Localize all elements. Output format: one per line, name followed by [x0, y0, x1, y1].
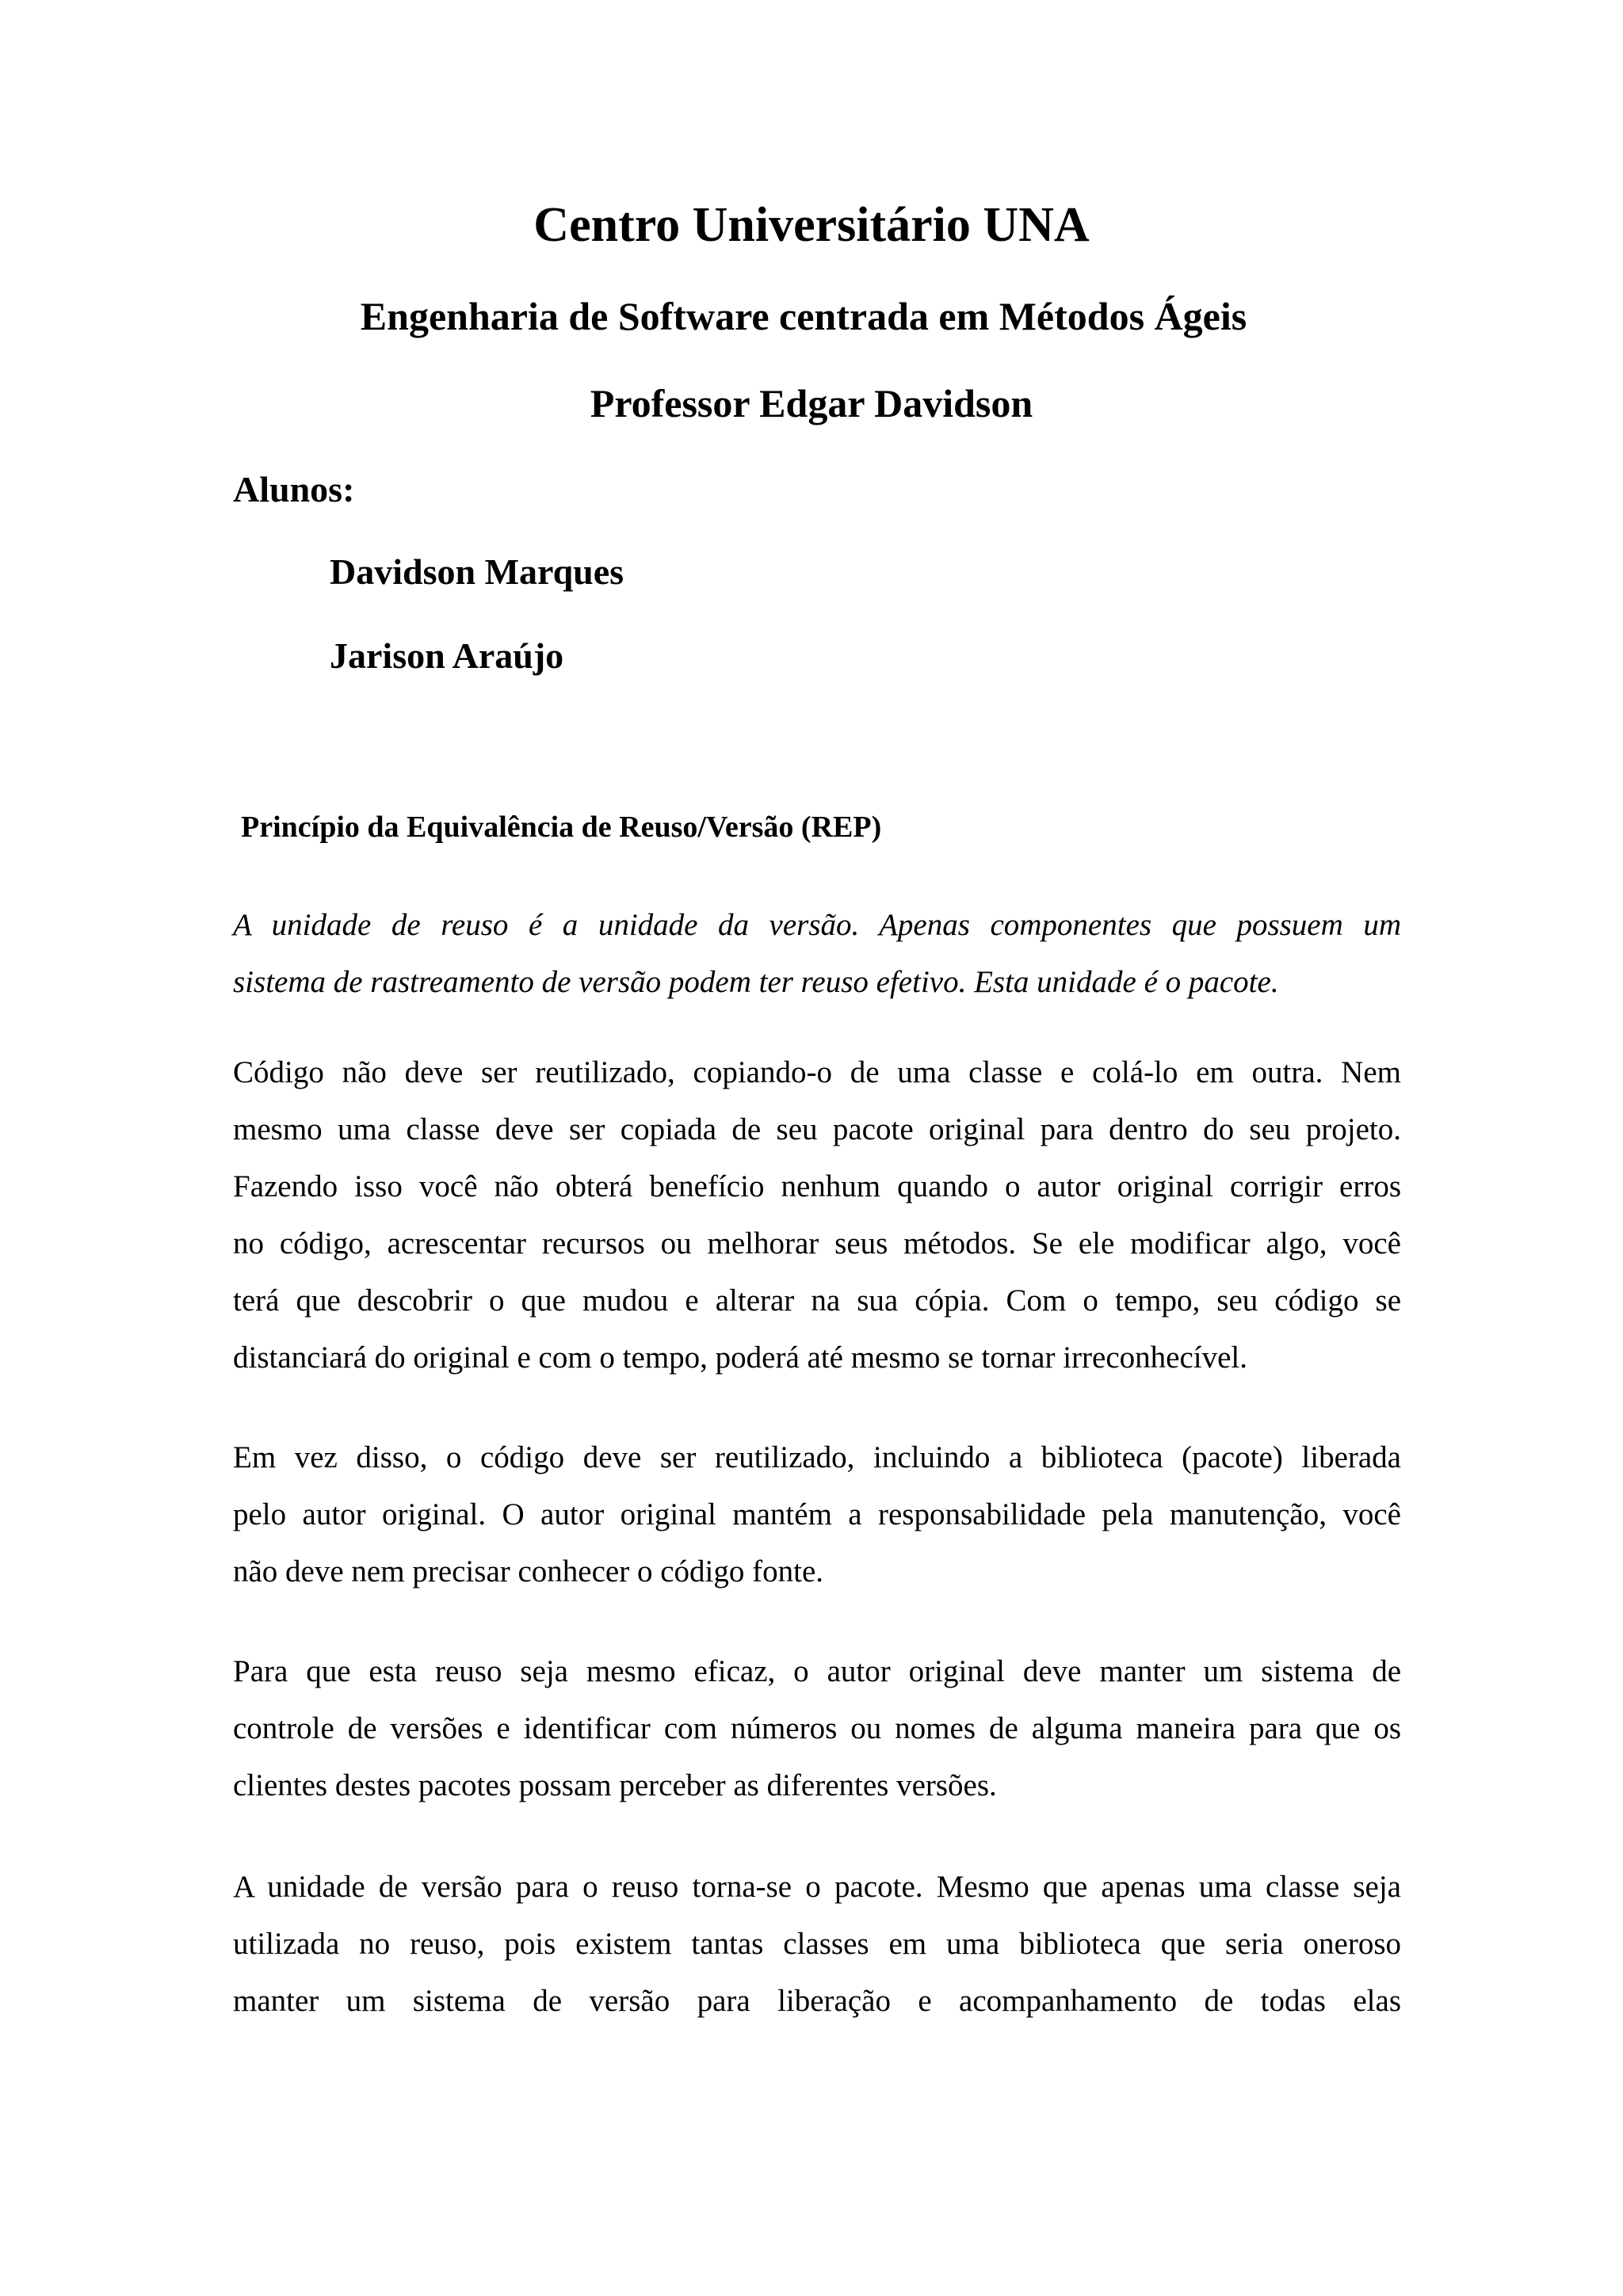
principle-statement — [233, 897, 1401, 1011]
student-name: Jarison Araújo — [330, 635, 564, 676]
paragraph-line: utilizada no reuso, pois existem tantas classes em uma biblioteca que seria oneroso — [233, 1927, 1401, 1961]
institution-title: Centro Universitário UNA — [533, 198, 1090, 252]
paragraph-line: não deve nem precisar conhecer o código fonte. — [233, 1554, 823, 1589]
paragraph-line: pelo autor original. O autor original mantém a responsabilidade pela manutenção, você — [233, 1497, 1401, 1531]
professor-name: Professor Edgar Davidson — [590, 381, 1033, 425]
paragraph-line: Para que esta reuso seja mesmo eficaz, o autor original deve manter um sistema de — [233, 1654, 1401, 1688]
paragraph-line: Fazendo isso você não obterá benefício nenhum quando o autor original corrigir erros — [233, 1169, 1401, 1203]
paragraph-line: Em vez disso, o código deve ser reutilizado, incluindo a biblioteca (pacote) liberada — [233, 1440, 1401, 1474]
paragraph-line: clientes destes pacotes possam perceber as diferentes versões. — [233, 1768, 997, 1802]
paragraph-line: mesmo uma classe deve ser copiada de seu pacote original para dentro do seu projeto. — [233, 1112, 1401, 1146]
paragraph-line: terá que descobrir o que mudou e alterar na sua cópia. Com o tempo, seu código se — [233, 1283, 1401, 1318]
course-title: Engenharia de Software centrada em Métodos Ágeis — [360, 294, 1247, 338]
paragraph-line: manter um sistema de versão para liberação e acompanhamento de todas elas — [233, 1984, 1401, 2018]
body-paragraph — [233, 1859, 1401, 2030]
body-paragraph — [233, 1643, 1401, 1814]
paragraph-line: A unidade de versão para o reuso torna-se o pacote. Mesmo que apenas uma classe seja — [233, 1870, 1401, 1904]
section-heading: Princípio da Equivalência de Reuso/Versão (REP) — [241, 810, 882, 844]
paragraph-line: sistema de rastreamento de versão podem ter reuso efetivo. Esta unidade é o pacote. — [233, 965, 1279, 999]
paragraph-line: A unidade de reuso é a unidade da versão. Apenas componentes que possuem um — [233, 908, 1401, 942]
body-paragraph — [233, 1044, 1401, 1386]
body-paragraph — [233, 1429, 1401, 1600]
paragraph-line: Código não deve ser reutilizado, copiando-o de uma classe e colá-lo em outra. Nem — [233, 1055, 1401, 1089]
student-name: Davidson Marques — [330, 551, 624, 592]
paragraph-line: distanciará do original e com o tempo, poderá até mesmo se tornar irreconhecível. — [233, 1341, 1248, 1375]
students-label: Alunos: — [233, 469, 355, 509]
paragraph-line: no código, acrescentar recursos ou melhorar seus métodos. Se ele modificar algo, você — [233, 1226, 1401, 1261]
paragraph-line: controle de versões e identificar com números ou nomes de alguma maneira para que os — [233, 1711, 1401, 1745]
